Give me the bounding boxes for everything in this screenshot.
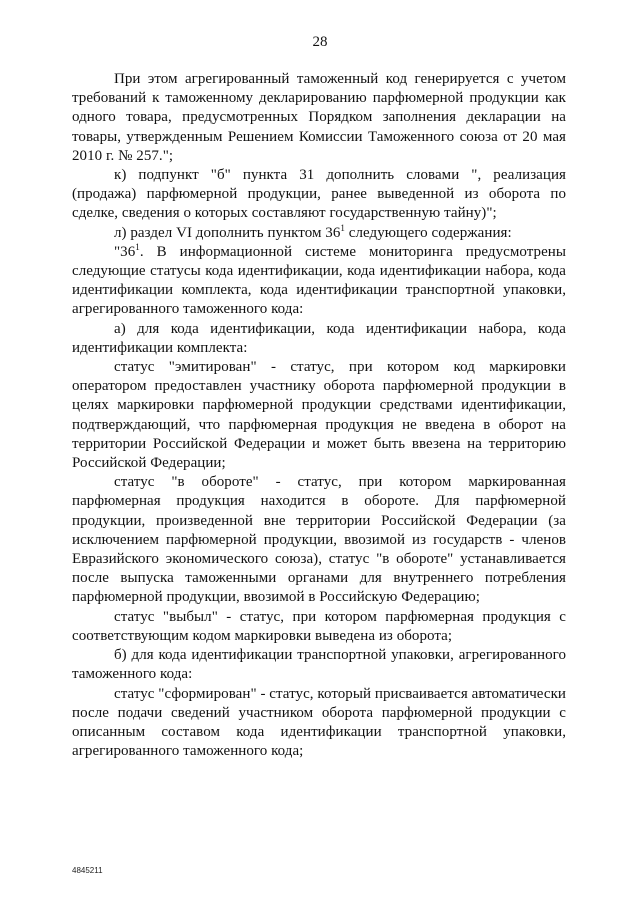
document-body [72,70,566,761]
paragraph: статус "выбыл" - статус, при котором парфюмерная продукция с соответствующим кодом маркировки выведена из оборота; [72,608,566,644]
paragraph [72,224,566,243]
item-number: "36 [114,243,136,260]
paragraph: б) для кода идентификации транспортной упаковки, агрегированного таможенного кода: [72,647,566,683]
paragraph: статус "эмитирован" - статус, при котором код маркировки оператором предоставлен участнику оборота парфюмерной продукции в целях маркировки парфюмерной продукции средствами идентификации, подтверждающий, что парфюмерная продукция не введена в оборот на территории Российской Федерации и может быть ввезена на территорию Российской Федерации; [72,359,566,472]
paragraph: а) для кода идентификации, кода идентификации набора, кода идентификации комплекта: [72,320,566,356]
paragraph-text: л) раздел VI дополнить пунктом 36 [114,224,341,241]
paragraph [72,243,566,320]
superscript: 1 [135,241,140,252]
paragraph: статус "сформирован" - статус, который присваивается автоматически после подачи сведений участником оборота парфюмерной продукции с описанным составом кода идентификации транспортной упаковки, агрегированного таможенного кода; [72,685,566,760]
paragraph: статус "в обороте" - статус, при котором маркированная парфюмерная продукция находится в обороте. Для парфюмерной продукции, произведенной вне территории Российской Федерации (за исключением парфюмерной продукции, ввозимой из государств - членов Евразийского экономического союза), статус "в обороте" устанавливается после выпуска таможенными органами для внутреннего потребления парфюмерной продукции, ввозимой в Российскую Федерацию; [72,474,566,606]
superscript: 1 [340,222,345,233]
document-code: 4845211 [72,866,103,875]
paragraph: При этом агрегированный таможенный код генерируется с учетом требований к таможенному декларированию парфюмерной продукции как одного товара, предусмотренных Порядком заполнения декларации на товары, утвержденным Решением Комиссии Таможенного союза от 20 мая 2010 г. № 257."; [72,71,566,164]
paragraph: к) подпункт "б" пункта 31 дополнить словами ", реализация (продажа) парфюмерной продукции, ранее выведенной из оборота по сделке, сведения о которых составляют государственную тайну)"; [72,167,566,222]
page-number: 28 [312,34,328,50]
item-dot: . [139,243,144,260]
paragraph-text: следующего содержания: [344,224,512,241]
paragraph-text: В информационной системе мониторинга предусмотрены следующие статусы кода идентификации, кода идентификации набора, кода идентификации комплекта, кода идентификации транспортной упаковки, агрегированного таможенного кода: [72,243,566,318]
